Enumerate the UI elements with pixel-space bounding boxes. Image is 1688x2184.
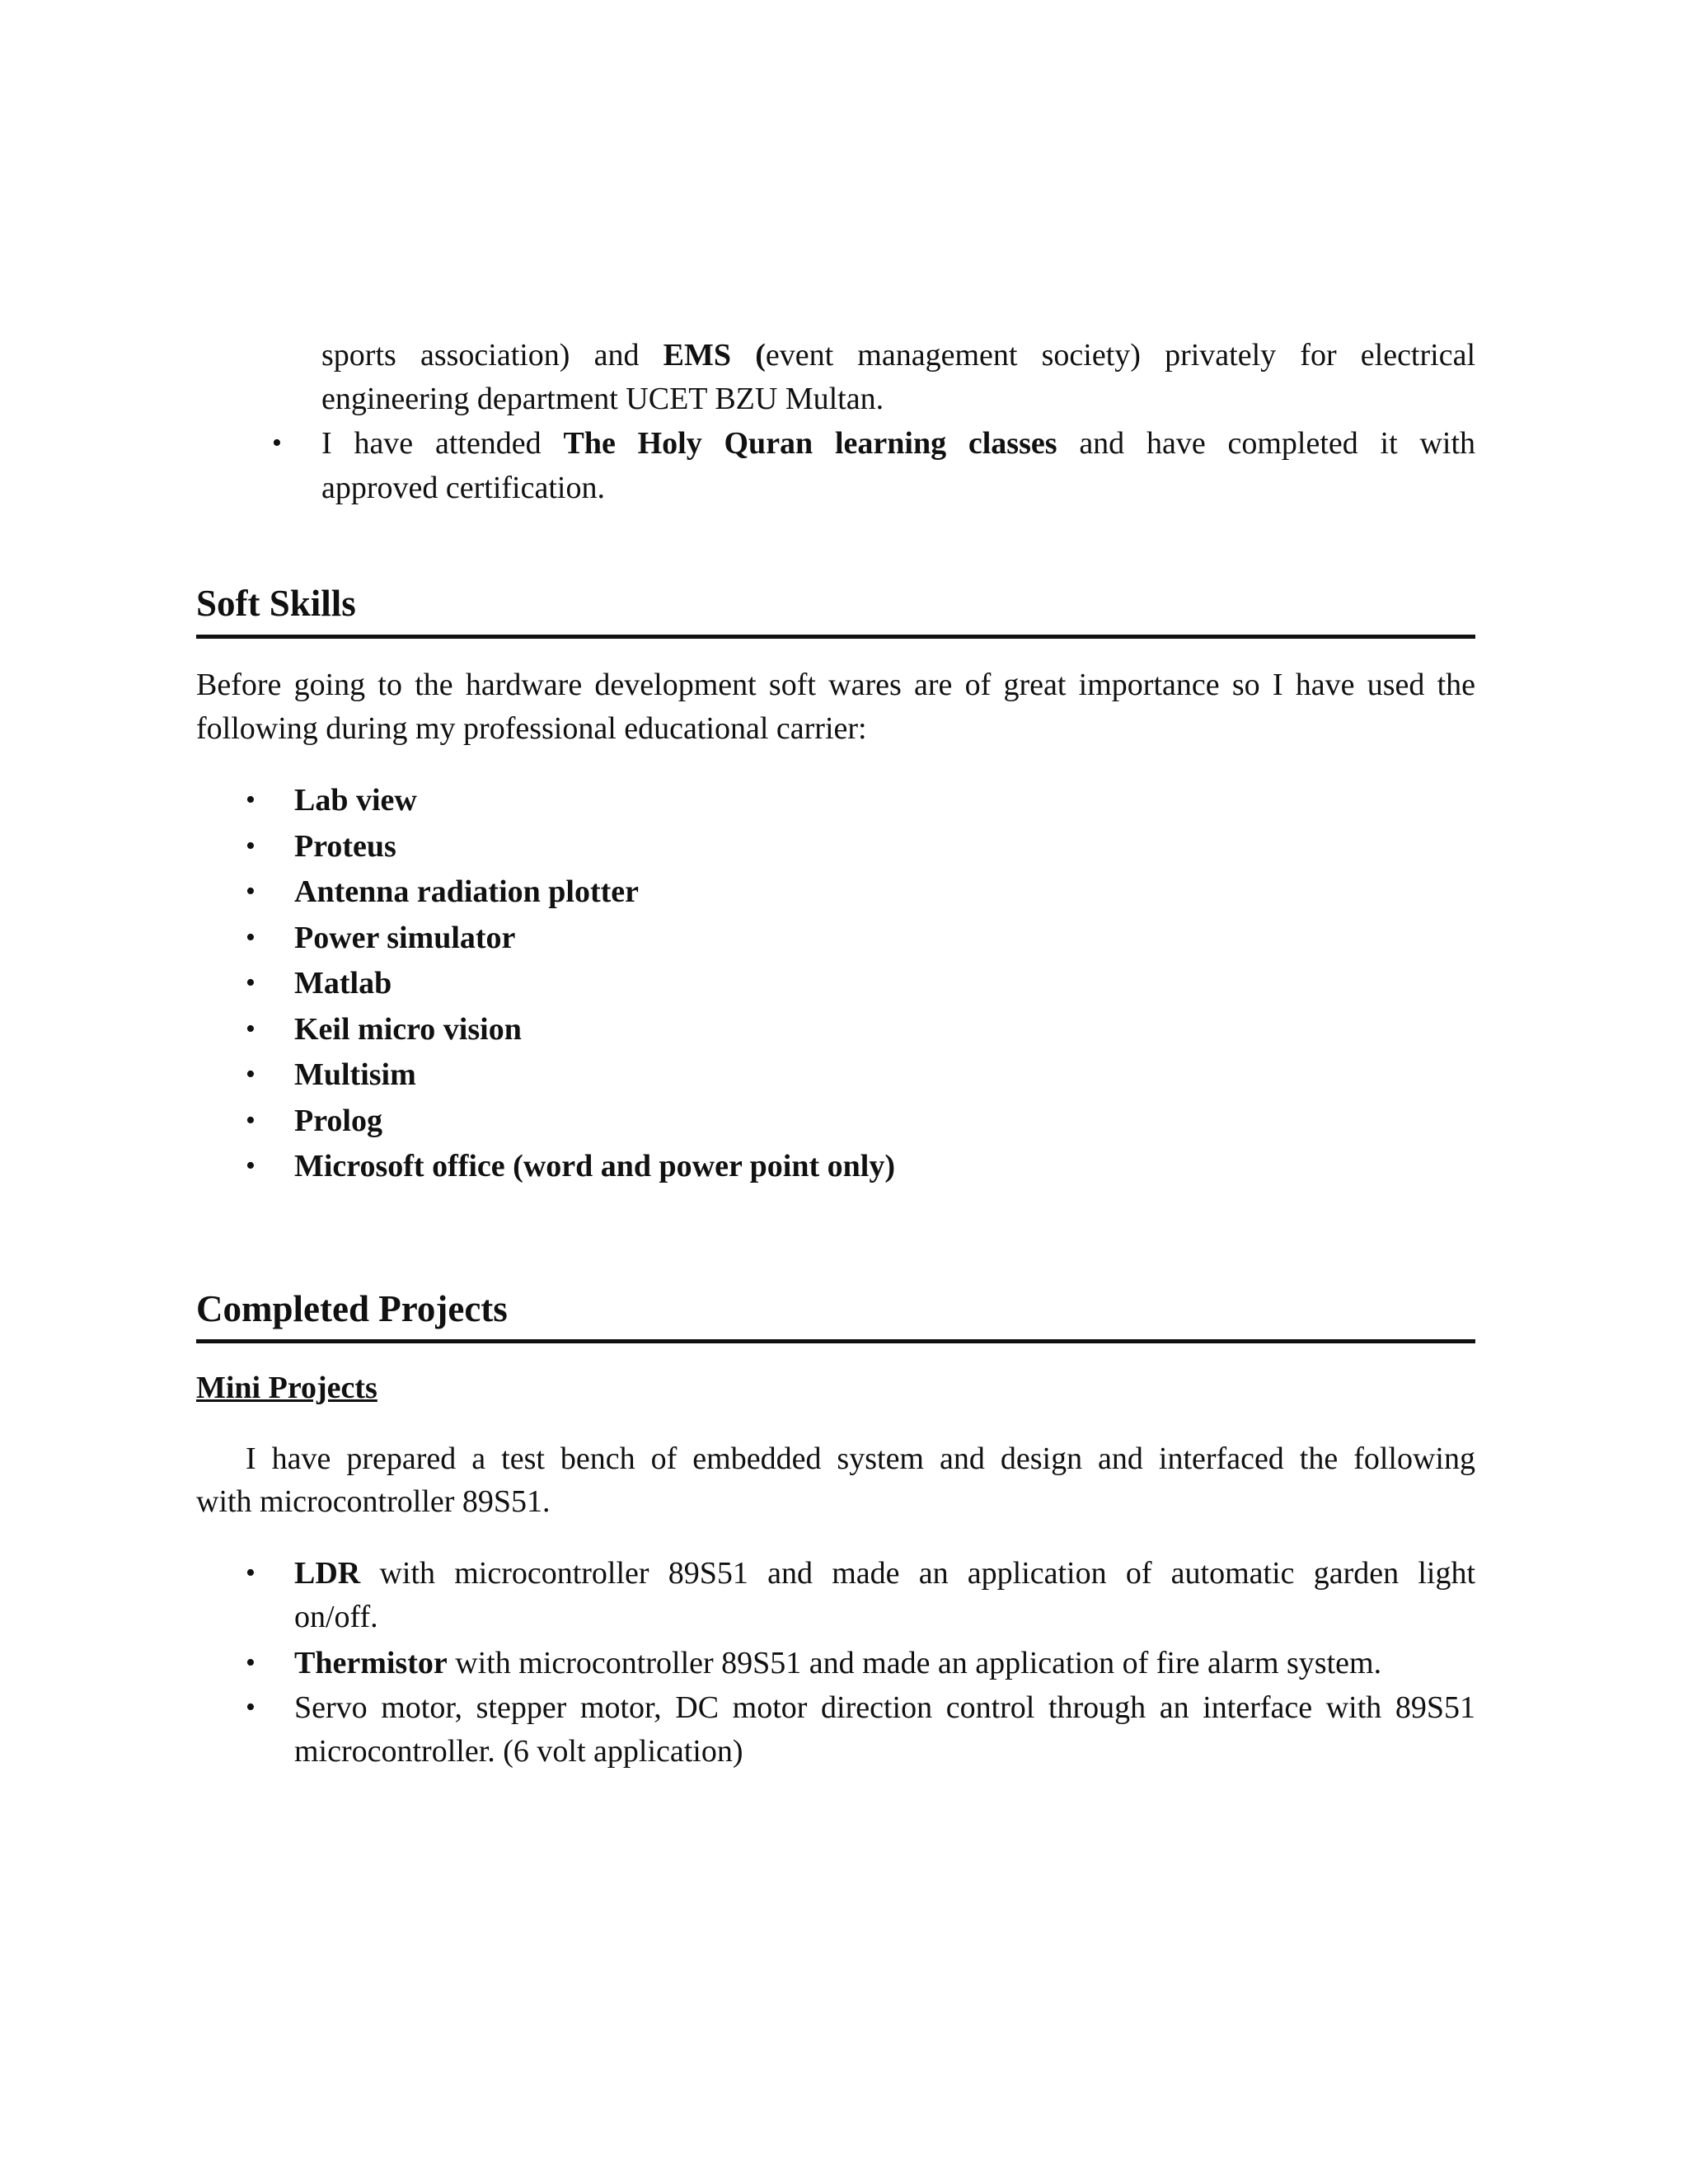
- bullet-icon: •: [246, 831, 256, 861]
- bullet-icon: •: [246, 1558, 256, 1588]
- bullet-icon: •: [246, 1014, 256, 1044]
- intro-line-1-text-c: event management society) privately for electrical: [765, 338, 1475, 373]
- soft-skills-para-line-1: Before going to the hardware development soft wares are of great importance so I have used the: [196, 668, 1475, 702]
- soft-skill-item: Multisim: [294, 1057, 416, 1092]
- completed-projects-divider: [196, 1339, 1475, 1343]
- completed-projects-heading: Completed Projects: [196, 1288, 508, 1329]
- intro-bullet-line: [321, 422, 1475, 465]
- thermistor-bold: Thermistor: [294, 1646, 448, 1680]
- bullet-icon: •: [246, 1059, 256, 1090]
- soft-skill-item: Lab view: [294, 783, 417, 818]
- intro-line-4: approved certification.: [321, 471, 605, 505]
- intro-line-1-text-a: sports association) and: [321, 338, 663, 373]
- intro-line-2: engineering department UCET BZU Multan.: [321, 382, 884, 416]
- bullet-icon: •: [272, 428, 282, 458]
- ems-bold: EMS (: [663, 338, 766, 373]
- bullet-icon: •: [246, 876, 256, 907]
- bullet-icon: •: [246, 922, 256, 953]
- bullet-icon: •: [246, 1105, 256, 1136]
- project-item-motor-cont: microcontroller. (6 volt application): [294, 1734, 743, 1769]
- project-item-motor: Servo motor, stepper motor, DC motor direction control through an interface with 89S51: [294, 1690, 1475, 1725]
- bullet-icon: •: [246, 1647, 256, 1678]
- ldr-bold: LDR: [294, 1556, 361, 1591]
- soft-skill-item: Power simulator: [294, 921, 516, 955]
- intro-bullet-text-a: I have attended: [321, 426, 564, 461]
- soft-skills-heading: Soft Skills: [196, 583, 356, 624]
- ldr-text: with microcontroller 89S51 and made an application of automatic garden light: [360, 1556, 1475, 1591]
- project-item-thermistor: [294, 1642, 1381, 1685]
- intro-line-1: [321, 334, 1475, 377]
- soft-skills-para-line-2: following during my professional educational carrier:: [196, 711, 867, 746]
- quran-classes-bold: The Holy Quran learning classes: [563, 426, 1057, 461]
- soft-skill-item: Keil micro vision: [294, 1012, 522, 1047]
- bullet-icon: •: [246, 785, 256, 815]
- project-item-ldr: [294, 1552, 1475, 1595]
- bullet-icon: •: [246, 1692, 256, 1722]
- bullet-icon: •: [246, 1151, 256, 1181]
- soft-skill-item: Antenna radiation plotter: [294, 874, 639, 909]
- soft-skills-divider: [196, 635, 1475, 639]
- soft-skill-item: Microsoft office (word and power point only): [294, 1149, 895, 1183]
- soft-skill-item: Matlab: [294, 966, 392, 1001]
- project-item-ldr-cont: on/off.: [294, 1600, 378, 1634]
- projects-para-line-1: I have prepared a test bench of embedded system and design and interfaced the following: [246, 1441, 1475, 1476]
- mini-projects-subheading: Mini Projects: [196, 1371, 377, 1405]
- bullet-icon: •: [246, 968, 256, 998]
- intro-bullet-text-c: and have completed it with: [1057, 426, 1475, 461]
- thermistor-text: with microcontroller 89S51 and made an application of fire alarm system.: [447, 1646, 1382, 1680]
- projects-para-line-2: with microcontroller 89S51.: [196, 1484, 551, 1519]
- soft-skill-item: Prolog: [294, 1104, 382, 1138]
- soft-skill-item: Proteus: [294, 829, 396, 864]
